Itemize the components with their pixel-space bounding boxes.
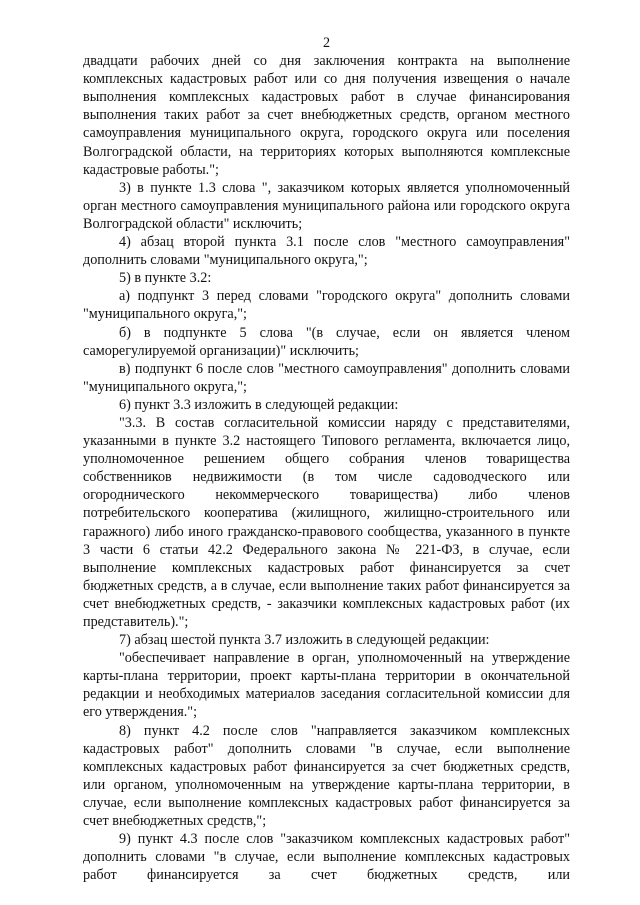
paragraph: а) подпункт 3 перед словами "городского округа" дополнить словами "муниципального округа,"; bbox=[83, 288, 570, 323]
paragraph: 6) пункт 3.3 изложить в следующей редакции: bbox=[119, 396, 399, 413]
paragraph: 8) пункт 4.2 после слов "направляется заказчиком комплексных кадастровых работ" дополнить словами "в случае, если выполнение комплексных кадастровых работ финансируется за счет бюджетных средств, или органом, уполномоченным на утверждение карты-плана территории, в случае, если выполнение комплексных кадастровых работ финансируется за счет внебюджетных средств,"; bbox=[83, 722, 570, 830]
paragraph: 5) в пункте 3.2: bbox=[119, 270, 212, 287]
paragraph: "обеспечивает направление в орган, уполномоченный на утверждение карты-плана территории, проект карты-плана территории в окончательной редакции и необходимых материалов заседания согласительной комиссии для его утверждения."; bbox=[83, 650, 570, 721]
paragraph: 4) абзац второй пункта 3.1 после слов "местного самоуправления" дополнить словами "муниципального округа,"; bbox=[83, 234, 570, 269]
paragraph: "3.3. В состав согласительной комиссии наряду с представителями, указанными в пункте 3.2 настоящего Типового регламента, включается лицо, уполномоченное решением общего собрания членов товарищества собственников недвижимости (в том числе садоводческого или огороднического некоммерческого товарищества) либо членов потребительского кооператива (жилищного, жилищно-строительного или гаражного) либо иного гражданско-правового сообщества, указанного в пункте 3 части 6 статьи 42.2 Федерального закона № 221-ФЗ, в случае, если выполнение комплексных кадастровых работ финансируется за счет бюджетных средств, а в случае, если выполнение таких работ финансируется за счет внебюджетных средств, - заказчики комплексных кадастровых работ (их представитель)."; bbox=[83, 414, 570, 630]
page-number: 2 bbox=[322, 35, 331, 51]
paragraph: 7) абзац шестой пункта 3.7 изложить в следующей редакции: bbox=[119, 632, 490, 649]
paragraph: б) в подпункте 5 слова "(в случае, если он является членом саморегулируемой организации)" исключить; bbox=[83, 324, 570, 359]
paragraph: двадцати рабочих дней со дня заключения контракта на выполнение комплексных кадастровых работ или со дня получения извещения о начале выполнения комплексных кадастровых работ в случае финансирования выполнения таких работ за счет внебюджетных средств, органом местного самоуправления муниципального округа, городского округа или поселения Волгоградской области, на территориях которых выполняются комплексные кадастровые работы."; bbox=[83, 53, 570, 178]
document-body bbox=[83, 52, 570, 884]
paragraph: в) подпункт 6 после слов "местного самоуправления" дополнить словами "муниципального округа,"; bbox=[83, 360, 570, 395]
paragraph: 9) пункт 4.3 после слов "заказчиком комплексных кадастровых работ" дополнить словами "в случае, если выполнение комплексных кадастровых работ финансируется за счет бюджетных средств, или bbox=[83, 831, 570, 884]
paragraph: 3) в пункте 1.3 слова ", заказчиком которых является уполномоченный орган местного самоуправления муниципального района или городского округа Волгоградской области" исключить; bbox=[83, 179, 570, 232]
